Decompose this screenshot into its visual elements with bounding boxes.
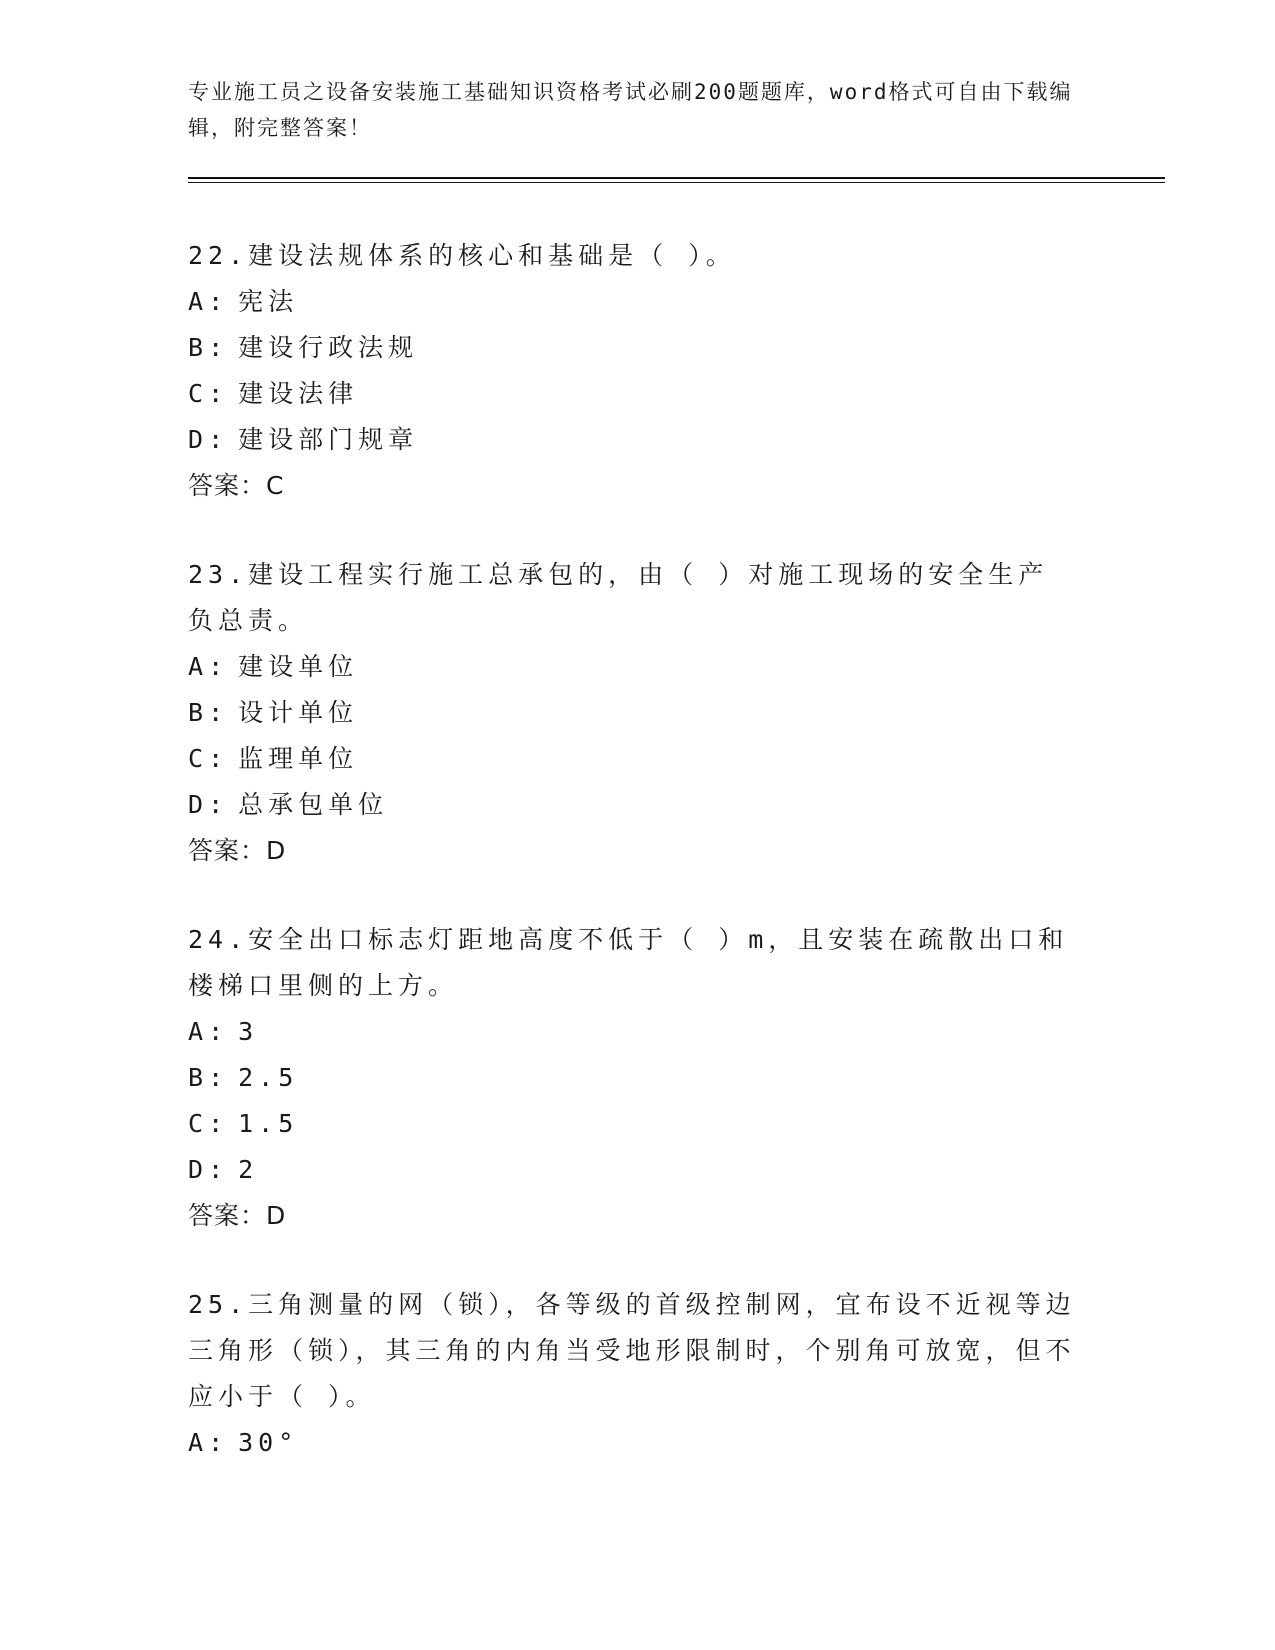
question-22 (188, 233, 1078, 509)
option-b (188, 325, 1078, 371)
option-text: 3 (238, 1017, 259, 1046)
question-stem: 23.建设工程实行施工总承包的，由（ ）对施工现场的安全生产负总责。 (188, 560, 1049, 635)
option-separator: : (208, 1017, 229, 1046)
option-separator: : (208, 698, 229, 727)
option-key: B (188, 333, 209, 362)
option-key: A (188, 1428, 209, 1457)
option-text: 1.5 (238, 1109, 299, 1138)
option-key: A (188, 652, 209, 681)
option-text: 设计单位 (238, 698, 359, 727)
option-separator: : (208, 287, 229, 316)
option-text: 建设部门规章 (238, 425, 419, 454)
option-text: 宪法 (238, 287, 299, 316)
question-23 (188, 552, 1078, 874)
option-key: B (188, 1063, 209, 1092)
option-text: 建设行政法规 (238, 333, 419, 362)
option-separator: : (208, 1155, 229, 1184)
option-text: 建设单位 (238, 652, 359, 681)
option-key: D (188, 1155, 209, 1184)
option-key: A (188, 1017, 209, 1046)
option-separator: : (208, 379, 229, 408)
option-text: 2 (238, 1155, 259, 1184)
option-separator: : (208, 790, 229, 819)
option-a (188, 279, 1078, 325)
header-divider-thin (188, 182, 1165, 183)
option-b (188, 690, 1078, 736)
option-text: 监理单位 (238, 744, 359, 773)
option-separator: : (208, 333, 229, 362)
option-separator: : (208, 744, 229, 773)
option-separator: : (208, 425, 229, 454)
option-separator: : (208, 652, 229, 681)
option-d (188, 1147, 1078, 1193)
option-key: B (188, 698, 209, 727)
option-text: 总承包单位 (238, 790, 389, 819)
option-d (188, 417, 1078, 463)
question-24 (188, 917, 1078, 1239)
option-c (188, 736, 1078, 782)
option-b (188, 1055, 1078, 1101)
option-separator: : (208, 1428, 229, 1457)
question-25 (188, 1282, 1078, 1466)
option-a (188, 1420, 1078, 1466)
option-a (188, 1009, 1078, 1055)
option-a (188, 644, 1078, 690)
option-key: A (188, 287, 209, 316)
option-text: 建设法律 (238, 379, 359, 408)
option-key: C (188, 744, 209, 773)
option-key: D (188, 790, 209, 819)
header-divider-thick (188, 177, 1165, 179)
option-c (188, 371, 1078, 417)
option-separator: : (208, 1063, 229, 1092)
option-text: 30° (238, 1428, 299, 1457)
question-stem: 22.建设法规体系的核心和基础是（ ）。 (188, 241, 736, 270)
option-separator: : (208, 1109, 229, 1138)
option-text: 2.5 (238, 1063, 299, 1092)
option-d (188, 782, 1078, 828)
answer-line: 答案：D (188, 836, 287, 865)
question-list (188, 233, 1078, 1509)
option-key: C (188, 1109, 209, 1138)
option-key: C (188, 379, 209, 408)
question-stem: 25.三角测量的网（锁），各等级的首级控制网，宜布设不近视等边三角形（锁），其三角的内角当受地形限制时，个别角可放宽，但不应小于（ ）。 (188, 1290, 1076, 1411)
option-c (188, 1101, 1078, 1147)
question-stem: 24.安全出口标志灯距地高度不低于（ ）m，且安装在疏散出口和楼梯口里侧的上方。 (188, 925, 1069, 1000)
option-key: D (188, 425, 209, 454)
document-header: 专业施工员之设备安装施工基础知识资格考试必刷200题题库，word格式可自由下载编辑，附完整答案！ (188, 80, 1073, 140)
answer-line: 答案：C (188, 471, 285, 500)
answer-line: 答案：D (188, 1201, 287, 1230)
